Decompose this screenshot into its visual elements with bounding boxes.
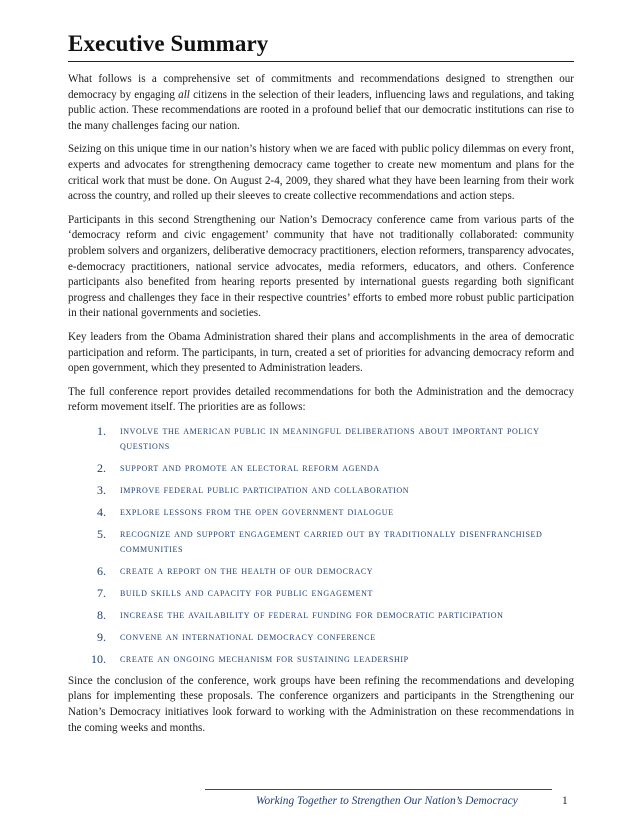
priority-text: increase the availability of federal funding for democratic participation (120, 608, 504, 621)
priority-item (68, 505, 574, 520)
priority-item (68, 652, 574, 667)
priority-text: improve federal public participation and collaboration (120, 483, 410, 496)
paragraph-intro-start: What follows is a comprehensive set of commitments and recommendations designed to strengthen our democracy by engaging (68, 73, 574, 101)
paragraph-conclusion: Since the conclusion of the conference, work groups have been refining the recommendations and developing plans for implementing these proposals. The conference organizers and participants in the Strengthening our Nation’s Democracy initiatives look forward to working with the Administration on these recommendations in the coming weeks and months. (68, 674, 574, 734)
priority-number: 10. (91, 651, 106, 666)
footer-title: Working Together to Strengthen Our Nation’s Democracy (256, 795, 518, 807)
priority-number: 6. (97, 563, 106, 578)
document-page (68, 0, 574, 744)
priority-text: recognize and support engagement carried out by traditionally disenfranchised communities (120, 527, 543, 555)
priority-text: involve the american public in meaningful deliberations about important policy questions (120, 424, 540, 452)
priority-item (68, 586, 574, 601)
title-divider (68, 61, 574, 62)
paragraph-administration: Key leaders from the Obama Administration shared their plans and accomplishments in the area of democratic participation and reform. The participants, in turn, created a set of priorities for advancing democracy reform and open government, which they presented to Administration leaders. (68, 330, 574, 375)
priority-number: 1. (97, 423, 106, 438)
priority-text: support and promote an electoral reform agenda (120, 461, 380, 474)
page-title: Executive Summary (68, 31, 269, 56)
footer-divider (205, 789, 552, 790)
priority-text: create an ongoing mechanism for sustaining leadership (120, 652, 409, 665)
priority-text: convene an international democracy conference (120, 630, 376, 643)
priority-item (68, 608, 574, 623)
priority-number: 7. (97, 585, 106, 600)
paragraph-intro-end: citizens in the selection of their leaders, influencing laws and regulations, and taking public action. These recommendations are rooted in a profound belief that our democratic institutions can rise to the many challenges facing our nation. (68, 88, 574, 132)
priority-number: 3. (97, 482, 106, 497)
priority-text: build skills and capacity for public engagement (120, 586, 374, 599)
paragraph-participants: Participants in this second Strengthening our Nation’s Democracy conference came from various parts of the ‘democracy reform and civic engagement’ community that have not traditionally collaborated: community problem solvers and organizers, deliberative democracy practitioners, election reformers, transparency advocates, e-democracy practitioners, national service advocates, media reformers, educators, and others. Conference participants also benefited from hearing reports presented by international guests regarding both significant progress and challenges they face in their respective countries’ efforts to embed more robust public participation in their national governments and societies. (68, 213, 574, 320)
priority-number: 4. (97, 504, 106, 519)
paragraph-priorities-intro: The full conference report provides detailed recommendations for both the Administration and the democracy reform movement itself. The priorities are as follows: (68, 385, 574, 414)
priority-item (68, 461, 574, 476)
priority-number: 8. (97, 607, 106, 622)
priority-number: 2. (97, 460, 106, 475)
priority-item (68, 564, 574, 579)
paragraph-intro (68, 72, 574, 134)
paragraph-intro-emphasis: all (178, 88, 190, 101)
priority-text: explore lessons from the open government dialogue (120, 505, 394, 518)
priority-number: 5. (97, 526, 106, 541)
priorities-list (68, 424, 574, 667)
priority-number: 9. (97, 629, 106, 644)
paragraph-momentum: Seizing on this unique time in our nation’s history when we are faced with public policy dilemmas on every front, experts and advocates for strengthening democracy came together to create new momentum and plans for the critical work that must be done. On August 2-4, 2009, they shared what they have been learning from their work across the country, and rolled up their sleeves to create collective recommendations and action steps. (68, 143, 574, 203)
priority-item (68, 483, 574, 498)
priority-item (68, 630, 574, 645)
priority-item (68, 527, 574, 557)
priority-text: create a report on the health of our democracy (120, 564, 374, 577)
page-number: 1 (562, 795, 568, 807)
priority-item (68, 424, 574, 454)
